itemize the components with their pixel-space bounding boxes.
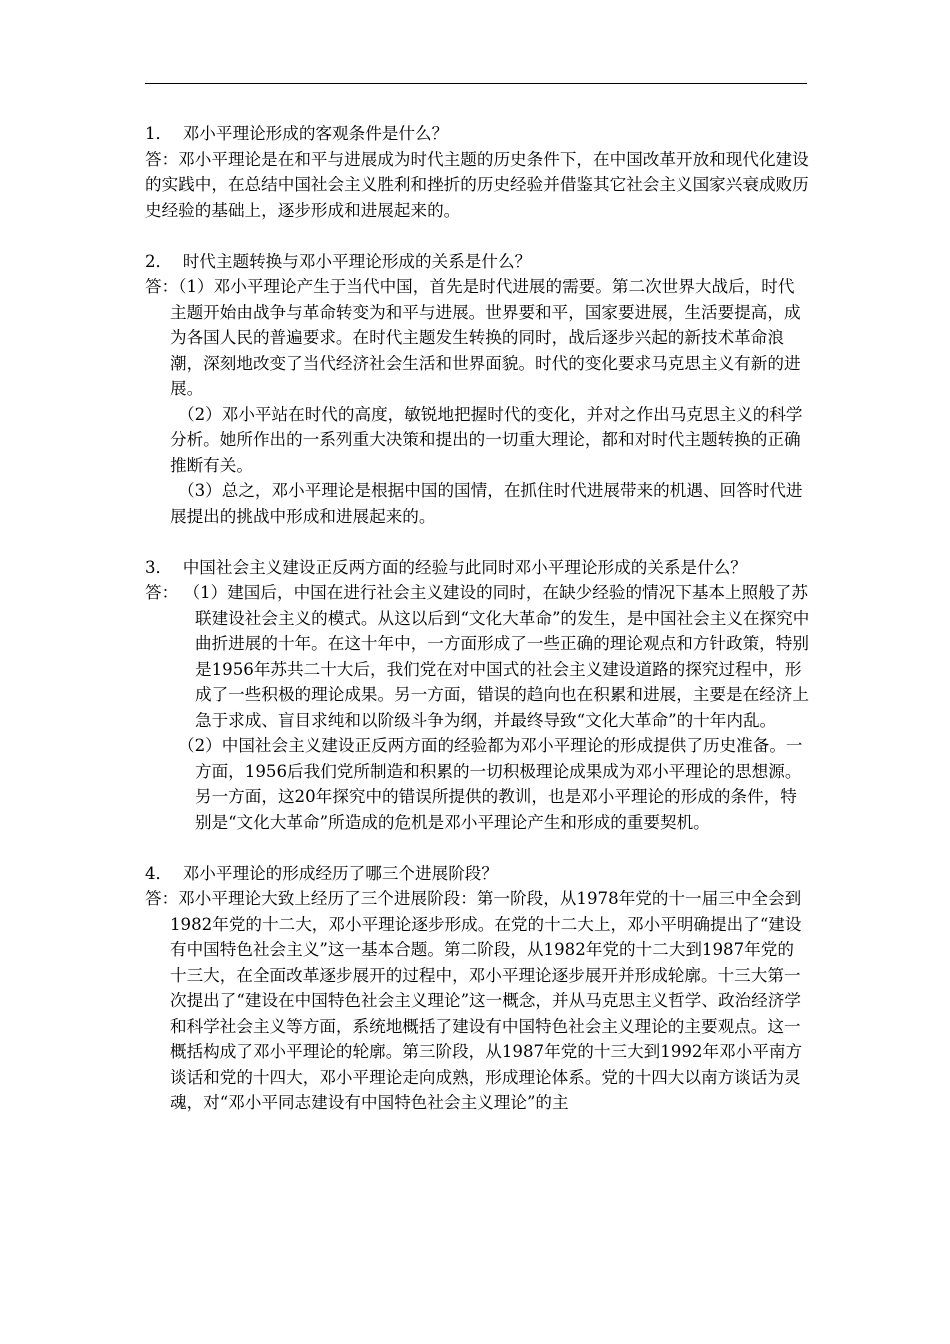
answer-2-part-2: （2）邓小平站在时代的高度，敏锐地把握时代的变化，并对之作出马克思主义的科学分析。她所作出的一系列重大决策和提出的一切重大理论，都和对时代主题转换的正确推断有关。 xyxy=(170,404,803,475)
answer-3-part-2: （2）中国社会主义建设正反两方面的经验都为邓小平理论的形成提供了历史准备。一方面，1956后我们党所制造和积累的一切积极理论成果成为邓小平理论的思想源。另一方面，这20年探究中的错误所提供的教训，也是邓小平理论的形成的条件，特别是“文化大革命”所造成的危机是邓小平理论产生和形成的重要契机。 xyxy=(178,736,803,832)
paragraph-gap xyxy=(145,835,810,861)
document-body xyxy=(145,121,810,1116)
question-4: 4． 邓小平理论的形成经历了哪三个进展阶段？ xyxy=(145,863,498,883)
answer-2-part-1: 答：（1）邓小平理论产生于当代中国，首先是时代进展的需要。第二次世界大战后，时代主题开始由战争与革命转变为和平与进展。世界要和平，国家要进展，生活要提高，成为各国人民的普遍要求。在时代主题发生转换的同时，战后逐步兴起的新技术革命浪潮，深刻地改变了当代经济社会生活和世界面貌。时代的变化要求马克思主义有新的进展。 xyxy=(145,277,801,398)
answer-3-part-1: 答： （1）建国后，中国在进行社会主义建设的同时，在缺少经验的情况下基本上照般了苏联建设社会主义的模式。从这以后到“文化大革命”的发生，是中国社会主义在探究中曲折进展的十年。在这十年中，一方面形成了一些正确的理论观点和方针政策，特别是1956年苏共二十大后，我们党在对中国式的社会主义建设道路的探究过程中，形成了一些积极的理论成果。另一方面，错误的趋向也在积累和进展，主要是在经济上急于求成、盲目求纯和以阶级斗争为纲，并最终导致“文化大革命”的十年内乱。 xyxy=(145,583,810,730)
header-rule xyxy=(145,83,807,84)
question-3: 3． 中国社会主义建设正反两方面的经验与此同时邓小平理论形成的关系是什么？ xyxy=(145,557,747,577)
answer-2-part-3: （3）总之，邓小平理论是根据中国的国情，在抓住时代进展带来的机遇、回答时代进展提出的挑战中形成和进展起来的。 xyxy=(170,481,803,526)
answer-4: 答：邓小平理论大致上经历了三个进展阶段：第一阶段，从1978年党的十一届三中全会到1982年党的十二大，邓小平理论逐步形成。在党的十二大上，邓小平明确提出了“建设有中国特色社会主义”这一基本合题。第二阶段，从1982年党的十二大到1987年党的十三大，在全面改革逐步展开的过程中，邓小平理论逐步展开并形成轮廓。十三大第一次提出了“建设在中国特色社会主义理论”这一概念，并从马克思主义哲学、政治经济学和科学社会主义等方面，系统地概括了建设有中国特色社会主义理论的主要观点。这一概括构成了邓小平理论的轮廓。第三阶段，从1987年党的十三大到1992年邓小平南方谈话和党的十四大，邓小平理论走向成熟，形成理论体系。党的十四大以南方谈话为灵魂，对“邓小平同志建设有中国特色社会主义理论”的主 xyxy=(145,889,803,1112)
paragraph-gap xyxy=(145,223,810,249)
question-1: 1． 邓小平理论形成的客观条件是什么？ xyxy=(145,124,449,143)
answer-1: 答：邓小平理论是在和平与进展成为时代主题的历史条件下，在中国改革开放和现代化建设的实践中，在总结中国社会主义胜利和挫折的历史经验并借鉴其它社会主义国家兴衰成败历史经验的基础上，逐步形成和进展起来的。 xyxy=(145,149,809,220)
question-2: 2． 时代主题转换与邓小平理论形成的关系是什么？ xyxy=(145,251,532,271)
paragraph-gap xyxy=(145,529,810,555)
